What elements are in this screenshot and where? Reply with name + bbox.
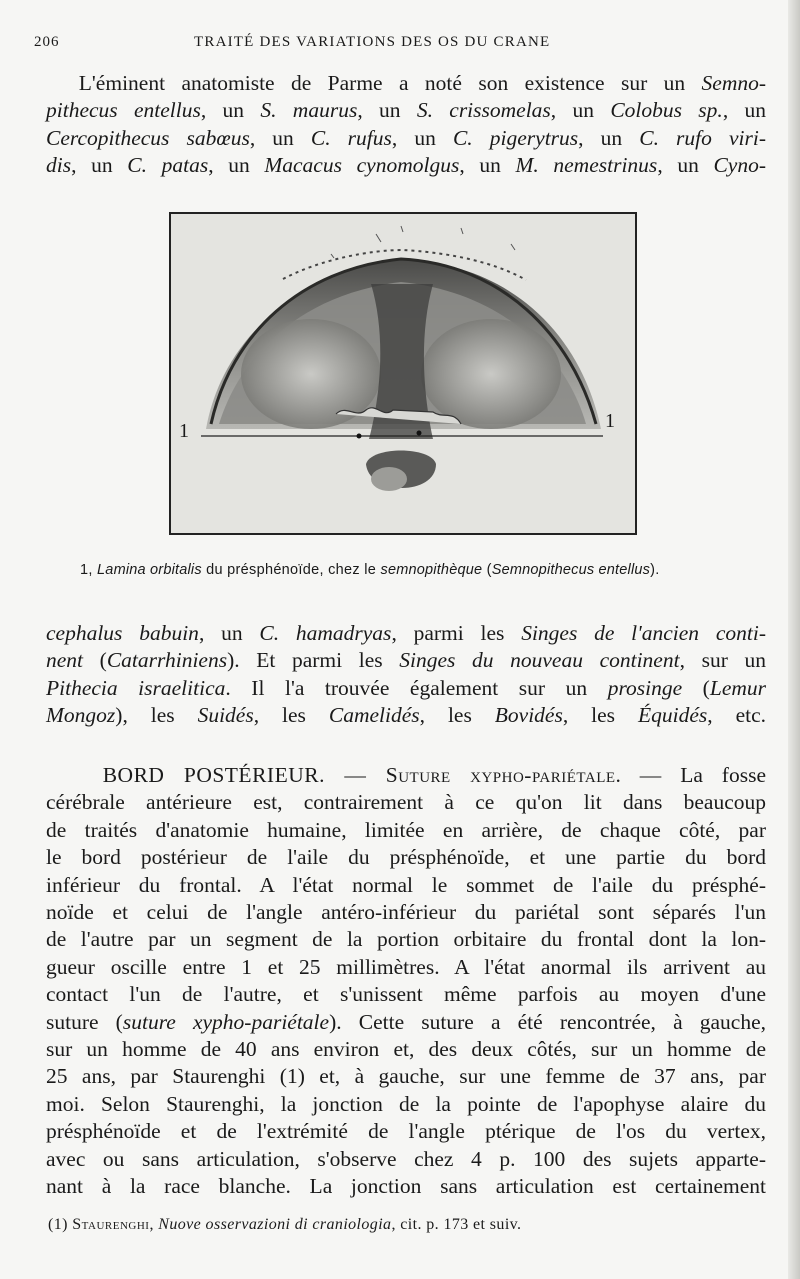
text-line: cérébrale antérieure est, contrairement à ce qu'on lit dans beaucoup [46,790,766,815]
text-line: moi. Selon Staurenghi, la jonction de la pointe de l'apophyse alaire du [46,1091,766,1116]
skull-base-drawing [171,214,635,533]
text-line: de l'autre par un segment de la portion orbitaire du frontal dont la lon- [46,927,766,952]
page-number: 206 [34,34,60,50]
anatomical-figure [169,212,637,535]
text-line: 25 ans, par Staurenghi (1) et, à gauche, sur une femme de 37 ans, par [46,1064,766,1089]
text-line: suture (suture xypho-pariétale). Cette suture a été rencontrée, à gauche, [46,1009,767,1034]
text-line: nant à la race blanche. La jonction sans articulation est certainement [46,1174,766,1199]
text-line: gueur oscille entre 1 et 25 millimètres. A l'état anormal ils arrivent au [46,954,766,979]
page-edge-shadow [788,0,800,1279]
text-line: présphénoïde et de l'extrémité de l'angle ptérique de l'os du vertex, [46,1119,766,1144]
text-line: de traités d'anatomie humaine, limitée en arrière, de chaque côté, par [46,817,766,842]
text-line: L'éminent anatomiste de Parme a noté son existence sur un Semno- [78,71,767,95]
text-line: inférieur du frontal. A l'état normal le sommet de l'aile du présphé- [46,872,766,897]
text-line: avec ou sans articulation, s'observe chez 4 p. 100 des sujets apparte- [46,1146,766,1171]
section-heading-line: BORD POSTÉRIEUR. — Suture xypho-pariétale. — La fosse [102,763,766,787]
running-head [34,34,770,56]
paragraph-3 [46,762,766,1201]
text-line: pithecus entellus, un S. maurus, un S. crissomelas, un Colobus sp., un [46,98,767,123]
text-line: dis, un C. patas, un Macacus cynomolgus, un M. nemestrinus, un Cyno- [46,153,767,178]
figure-caption: 1, Lamina orbitalis du présphénoïde, chez le semnopithèque (Semnopithecus entellus). [80,562,660,578]
right-orbital-plate [421,319,561,429]
text-line: nent (Catarrhiniens). Et parmi les Singes du nouveau continent, sur un [46,648,766,673]
figure-label-left: 1 [179,420,189,442]
text-line: contact l'un de l'autre, et s'unissent même parfois au moyen d'une [46,982,766,1007]
paragraph-2 [46,620,766,730]
text-line: le bord postérieur de l'aile du présphénoïde, et une partie du bord [46,845,766,870]
text-line: Cercopithecus sabœus, un C. rufus, un C. pigerytrus, un C. rufo viri- [46,125,766,150]
running-title: TRAITÉ DES VARIATIONS DES OS DU CRANE [194,34,551,50]
figure-label-right: 1 [605,410,615,432]
paragraph-1 [46,70,766,180]
text-line: noïde et celui de l'angle antéro-inférieur du pariétal sont séparés l'un [46,900,766,925]
text-line: sur un homme de 40 ans environ et, des deux côtés, sur un homme de [46,1037,766,1062]
text-line: Mongoz), les Suidés, les Camelidés, les Bovidés, les Équidés, etc. [46,703,767,728]
text-line: cephalus babuin, un C. hamadryas, parmi les Singes de l'ancien conti- [46,621,766,645]
footnote: (1) Staurenghi, Nuove osservazioni di craniologia, cit. p. 173 et suiv. [48,1216,522,1233]
text-line: Pithecia israelitica. Il l'a trouvée également sur un prosinge (Lemur [46,675,767,700]
